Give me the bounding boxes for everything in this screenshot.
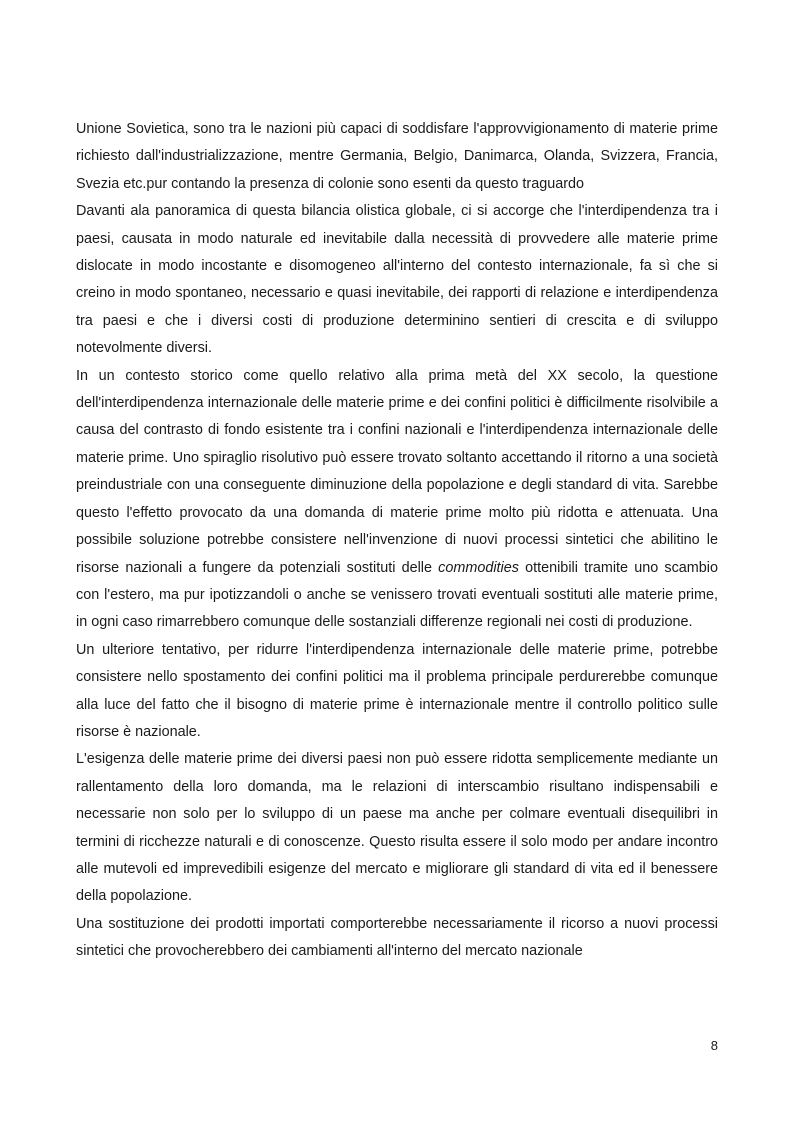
- body-text: [76, 116, 718, 966]
- paragraph-6-text: Una sostituzione dei prodotti importati comporterebbe necessariamente il ricorso a nuovi processi sintetici che provocherebbero dei cambiamenti all'interno del mercato nazionale: [76, 915, 718, 960]
- paragraph-3: [76, 363, 718, 637]
- paragraph-2: [76, 198, 718, 362]
- paragraph-3-italic-term: commodities: [438, 559, 519, 576]
- paragraph-5-text: L'esigenza delle materie prime dei diversi paesi non può essere ridotta semplicemente mediante un rallentamento della loro domanda, ma le relazioni di interscambio risultano indispensabili e necessarie non solo per lo sviluppo di un paese ma anche per colmare eventuali disequilibri in termini di ricchezze naturali e di conoscenze. Questo risulta essere il solo modo per andare incontro alle mutevoli ed imprevedibili esigenze del mercato e migliorare gli standard di vita ed il benessere della popolazione.: [76, 751, 718, 905]
- paragraph-1-text: Unione Sovietica, sono tra le nazioni più capaci di soddisfare l'approvvigionamento di materie prime richiesto dall'industrializzazione, mentre Germania, Belgio, Danimarca, Olanda, Svizzera, Francia, Svezia etc.pur contando la presenza di colonie sono esenti da questo traguardo: [76, 121, 718, 192]
- paragraph-3-text-part-1: In un contesto storico come quello relativo alla prima metà del XX secolo, la questione dell'interdipendenza internazionale delle materie prime e dei confini politici è difficilmente risolvibile a causa del contrasto di fondo esistente tra i confini nazionali e l'interdipendenza internazionale delle materie prime. Uno spiraglio risolutivo può essere trovato soltanto accettando il ritorno a una società preindustriale con una conseguente diminuzione della popolazione e degli standard di vita. Sarebbe questo l'effetto provocato da una domanda di materie prime molto più ridotta e attenuata. Una possibile soluzione potrebbe consistere nell'invenzione di nuovi processi sintetici che abilitino le risorse nazionali a fungere da potenziali sostituti delle: [76, 367, 718, 576]
- paragraph-2-text: Davanti ala panoramica di questa bilancia olistica globale, ci si accorge che l'interdipendenza tra i paesi, causata in modo naturale ed inevitabile dalla necessità di provvedere alle materie prime dislocate in modo incostante e disomogeneo all'interno del contesto internazionale, fa sì che si creino in modo spontaneo, necessario e quasi inevitabile, dei rapporti di relazione e interdipendenza tra paesi e che i diversi costi di produzione determinino sentieri di crescita e di sviluppo notevolmente diversi.: [76, 203, 718, 357]
- paragraph-4: [76, 637, 718, 747]
- page-number: 8: [710, 1038, 718, 1053]
- paragraph-5: [76, 746, 718, 910]
- paragraph-4-text: Un ulteriore tentativo, per ridurre l'interdipendenza internazionale delle materie prime, potrebbe consistere nello spostamento dei confini politici ma il problema principale perdurerebbe comunque alla luce del fatto che il bisogno di materie prime è internazionale mentre il controllo politico sulle risorse è nazionale.: [76, 641, 718, 740]
- paragraph-3-text-part-2: ottenibili tramite uno scambio con l'estero, ma pur ipotizzandoli o anche se venissero trovati eventuali sostituti alle materie prime, in ogni caso rimarrebbero comunque delle sostanziali differenze regionali nei costi di produzione.: [76, 559, 718, 631]
- paragraph-6: [76, 911, 718, 966]
- paragraph-1: [76, 116, 718, 198]
